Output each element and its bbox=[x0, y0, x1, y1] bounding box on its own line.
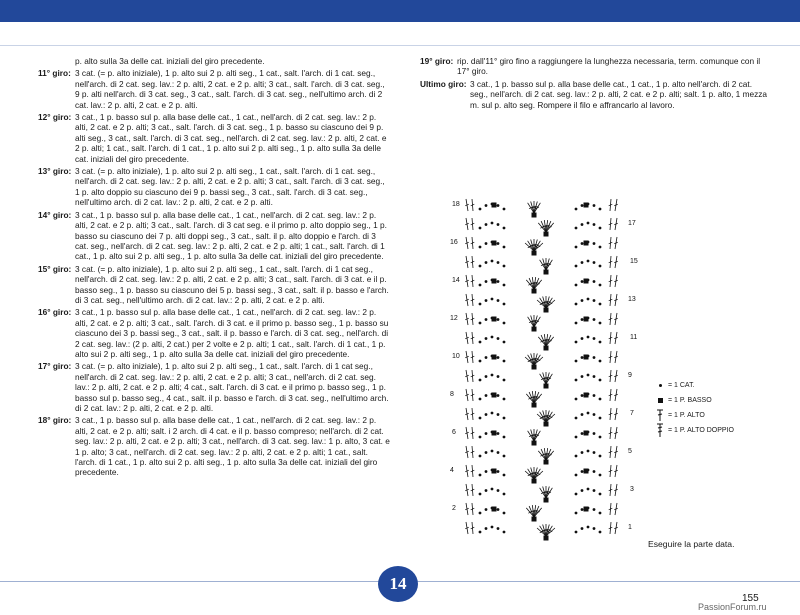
chain-stitch bbox=[581, 451, 584, 454]
chain-stitch bbox=[575, 531, 578, 534]
chain-stitch bbox=[491, 450, 494, 453]
single-stitch bbox=[584, 241, 589, 246]
chain-stitch bbox=[485, 489, 488, 492]
chain-stitch bbox=[485, 375, 488, 378]
chain-stitch bbox=[593, 451, 596, 454]
round-label: 11° giro: bbox=[38, 68, 71, 79]
chain-stitch bbox=[479, 398, 482, 401]
chain-stitch bbox=[497, 337, 500, 340]
chain-stitch bbox=[485, 204, 488, 207]
chain-stitch bbox=[503, 227, 506, 230]
chain-stitch bbox=[497, 432, 500, 435]
chain-stitch bbox=[485, 337, 488, 340]
chain-stitch bbox=[587, 298, 590, 301]
single-stitch bbox=[584, 507, 589, 512]
chain-stitch bbox=[497, 299, 500, 302]
chain-stitch bbox=[479, 227, 482, 230]
single-stitch bbox=[544, 460, 549, 465]
single-stitch bbox=[532, 479, 537, 484]
chain-stitch bbox=[485, 470, 488, 473]
chain-stitch bbox=[485, 508, 488, 511]
chain-stitch bbox=[593, 318, 596, 321]
legend bbox=[652, 378, 734, 438]
legend-treble bbox=[652, 408, 734, 423]
round-label: 19° giro: bbox=[420, 56, 454, 66]
row-number: 11 bbox=[630, 334, 638, 341]
chain-stitch bbox=[575, 436, 578, 439]
chain-stitch bbox=[581, 318, 584, 321]
chain-stitch bbox=[479, 455, 482, 458]
chain-stitch bbox=[497, 223, 500, 226]
chain-stitch bbox=[503, 436, 506, 439]
round-label: 18° giro: bbox=[38, 415, 72, 426]
chain-stitch bbox=[503, 341, 506, 344]
chain-stitch bbox=[599, 303, 602, 306]
chain-stitch bbox=[581, 299, 584, 302]
chain-stitch bbox=[503, 379, 506, 382]
chain-stitch bbox=[485, 261, 488, 264]
chain-stitch bbox=[581, 413, 584, 416]
chain-stitch bbox=[593, 204, 596, 207]
chain-stitch bbox=[485, 356, 488, 359]
chain-stitch bbox=[587, 222, 590, 225]
round-text: 3 cat. (= p. alto iniziale), 1 p. alto sui 2 p. alti seg., 1 cat., salt. l'arch. di 1 cat. seg., nell'arch. di 2 cat. seg. lav.: 2 p. alti, 2 cat. e 2 p. alti; 3 cat., salt. l'arch. di 3 cat. seg., 1 p. alto doppio su ciascuno dei 9 p. bassi seg., 3 cat., salt. l'arch. di 3 cat. seg., nell'ultimo arch. di 2 cat. lav.: 2 p. alti, 2 cat. e 2 p. alti. bbox=[75, 166, 385, 208]
chain-stitch bbox=[581, 261, 584, 264]
single-stitch bbox=[544, 384, 549, 389]
round-19 bbox=[420, 56, 770, 77]
single-stitch bbox=[584, 355, 589, 360]
single-stitch bbox=[584, 431, 589, 436]
chain-stitch bbox=[497, 356, 500, 359]
row-number: 4 bbox=[450, 467, 454, 474]
chain-stitch bbox=[587, 412, 590, 415]
chain-stitch bbox=[575, 227, 578, 230]
chain-stitch bbox=[575, 493, 578, 496]
row-number: 5 bbox=[628, 448, 632, 455]
header-bar bbox=[0, 0, 800, 22]
chain-stitch bbox=[491, 336, 494, 339]
chain-stitch bbox=[581, 489, 584, 492]
chain-stitch bbox=[503, 284, 506, 287]
chain-stitch bbox=[575, 322, 578, 325]
chain-stitch bbox=[599, 341, 602, 344]
page-badge: 14 bbox=[378, 566, 418, 602]
chain-stitch bbox=[497, 470, 500, 473]
chain-stitch bbox=[479, 341, 482, 344]
chain-stitch bbox=[575, 341, 578, 344]
chain-stitch bbox=[581, 204, 584, 207]
chain-stitch bbox=[497, 261, 500, 264]
instruction-note: Eseguire la parte data. bbox=[648, 539, 735, 549]
round-text: 3 cat., 1 p. basso sul p. alla base delle cat., 1 cat., nell'arch. di 2 cat. seg. lav.: 2 p. alti, 2 cat. e 2 p. alti; 3 cat., salt. l'arch. di 3 cat. e il primo p. basso seg., 1 p. basso su ciascuno dei 3 p. bassi seg., 3 cat., salt. il p. basso e l'arch. di 3 cat. seg., nell'arch. di 2 cat. seg. lav.: (2 p. alti, 2 cat.) per 2 volte e 2 p. alti; 1 cat., salt. l'arch. di 1 cat., 1 p. alto sui 2 p. alti seg., 1 p. alto sulla 3a delle cat. iniziali del giro precedente. bbox=[75, 307, 389, 359]
chain-stitch bbox=[581, 337, 584, 340]
round-label: 14° giro: bbox=[38, 209, 72, 220]
round-18 bbox=[38, 415, 390, 477]
chain-stitch bbox=[503, 512, 506, 515]
row-number: 3 bbox=[630, 486, 634, 493]
chain-stitch bbox=[575, 284, 578, 287]
single-stitch bbox=[532, 289, 537, 294]
single-stitch bbox=[584, 469, 589, 474]
chain-stitch bbox=[503, 303, 506, 306]
single-stitch bbox=[532, 441, 537, 446]
row-number: 17 bbox=[628, 220, 636, 227]
single-stitch bbox=[544, 270, 549, 275]
chain-stitch bbox=[485, 242, 488, 245]
single-stitch bbox=[532, 403, 537, 408]
chain-stitch bbox=[581, 223, 584, 226]
single-stitch bbox=[492, 507, 497, 512]
single-stitch bbox=[532, 251, 537, 256]
chain-stitch bbox=[503, 322, 506, 325]
chain-stitch bbox=[485, 413, 488, 416]
round-16 bbox=[38, 307, 390, 359]
chain-stitch bbox=[593, 356, 596, 359]
row-number: 16 bbox=[450, 239, 458, 246]
chain-stitch bbox=[503, 455, 506, 458]
chain-stitch bbox=[479, 531, 482, 534]
crochet-diagram bbox=[430, 185, 650, 555]
chain-stitch bbox=[485, 299, 488, 302]
legend-label: = 1 P. ALTO DOPPIO bbox=[668, 427, 734, 434]
page-number: 155 bbox=[742, 593, 759, 604]
legend-double-treble bbox=[652, 423, 734, 438]
chain-stitch bbox=[581, 356, 584, 359]
chain-stitch bbox=[593, 489, 596, 492]
chain-stitch bbox=[581, 527, 584, 530]
chain-stitch bbox=[497, 527, 500, 530]
chain-stitch bbox=[575, 417, 578, 420]
chain-stitch bbox=[491, 260, 494, 263]
single-stitch bbox=[492, 317, 497, 322]
chain-stitch bbox=[593, 527, 596, 530]
single-stitch bbox=[544, 498, 549, 503]
chain-stitch bbox=[485, 432, 488, 435]
chain-stitch bbox=[599, 455, 602, 458]
dot-icon bbox=[652, 384, 668, 387]
chain-stitch bbox=[491, 374, 494, 377]
chain-stitch bbox=[497, 394, 500, 397]
chain-stitch bbox=[587, 488, 590, 491]
row-number: 7 bbox=[630, 410, 634, 417]
round-label: 12° giro: bbox=[38, 112, 72, 123]
chain-stitch bbox=[587, 260, 590, 263]
chain-stitch bbox=[479, 265, 482, 268]
round-text: 3 cat. (= p. alto iniziale), 1 p. alto sui 2 p. alti seg., 1 cat., salt. l'arch. di 1 cat seg., nell'arch. di 2 cat. seg. lav.: 2 p. alti, 2 cat. e 2 p. alti; 3 cat., nell'arch. di 2 cat. seg. lav.: 2 p. alti, 2 cat. e 2 p. alti; 4 cat., salt. l'arch. di 3 cat. e il primo p. basso seg., 1 p. basso sul p. basso seg., 4 cat., salt. il p. basso e l'arch. di 3 cat. seg., nell'ultimo arch. di 2 cat. lav.: 2 p. alti, 2 cat. e 2 p. alti. bbox=[75, 361, 389, 413]
chain-stitch bbox=[503, 208, 506, 211]
chain-stitch bbox=[485, 318, 488, 321]
row-number: 8 bbox=[450, 391, 454, 398]
chain-stitch bbox=[599, 474, 602, 477]
chain-stitch bbox=[503, 493, 506, 496]
round-12 bbox=[38, 112, 390, 164]
chain-stitch bbox=[599, 493, 602, 496]
round-text: 3 cat., 1 p. basso sul p. alla base delle cat., 1 cat., 1 p. alto nell'arch. di 2 cat. seg., nell'arch. di 2 cat. seg. lav.: 2 p. alti, 2 cat. e 2 p. alti; salt. 1 p. alto, 1 mezza m. sul p. alto seg. Rompere il filo e affrancarlo al lavoro. bbox=[470, 78, 768, 110]
row-number: 15 bbox=[630, 258, 638, 265]
chain-stitch bbox=[485, 280, 488, 283]
chain-stitch bbox=[599, 379, 602, 382]
chain-stitch bbox=[575, 265, 578, 268]
chain-stitch bbox=[599, 436, 602, 439]
chain-stitch bbox=[503, 360, 506, 363]
chain-stitch bbox=[479, 284, 482, 287]
right-column bbox=[420, 56, 770, 112]
chain-stitch bbox=[479, 322, 482, 325]
chain-stitch bbox=[479, 246, 482, 249]
chain-stitch bbox=[593, 394, 596, 397]
round-label: Ultimo giro: bbox=[420, 78, 467, 89]
chain-stitch bbox=[485, 223, 488, 226]
chain-stitch bbox=[503, 398, 506, 401]
round-label: 17° giro: bbox=[38, 361, 72, 372]
chain-stitch bbox=[575, 379, 578, 382]
chain-stitch bbox=[593, 299, 596, 302]
chain-stitch bbox=[575, 303, 578, 306]
chain-stitch bbox=[575, 360, 578, 363]
legend-single bbox=[652, 393, 734, 408]
double-treble-stitch-icon bbox=[652, 423, 668, 438]
chain-stitch bbox=[593, 432, 596, 435]
chain-stitch bbox=[491, 298, 494, 301]
single-stitch bbox=[492, 469, 497, 474]
chain-stitch bbox=[575, 455, 578, 458]
chain-stitch bbox=[503, 531, 506, 534]
chain-stitch bbox=[599, 322, 602, 325]
single-stitch bbox=[532, 365, 537, 370]
round-text: rip. dall'11° giro fino a raggiungere la lunghezza necessaria, term. comunque con il 17° giro. bbox=[457, 56, 761, 77]
chain-stitch bbox=[479, 493, 482, 496]
legend-label: = 1 P. ALTO bbox=[668, 412, 705, 419]
chain-stitch bbox=[575, 398, 578, 401]
chain-stitch bbox=[485, 527, 488, 530]
row-number: 1 bbox=[628, 524, 632, 531]
chain-stitch bbox=[593, 470, 596, 473]
row-number: 9 bbox=[628, 372, 632, 379]
round-text: 3 cat. (= p. alto iniziale), 1 p. alto sui 2 p. alti seg., 1 cat., salt. l'arch. di 1 cat seg., nell'arch. di 2 cat. seg. lav.: 2 p. alti, 2 cat. e 2 p. alti; 3 cat., salt. l'arch. di 3 cat. e il p. basso seg., 1 p. basso su ciascuno dei 5 p. bassi seg., 3 cat., salt. il p. basso e l'arch. di 3 cat. seg., nell'ultimo arch. di 2 cat. lav.: 2 p. alti, 2 cat. e 2 p. alti. bbox=[75, 263, 389, 305]
single-stitch bbox=[492, 431, 497, 436]
chain-stitch bbox=[581, 375, 584, 378]
chain-stitch bbox=[581, 508, 584, 511]
chain-stitch bbox=[479, 379, 482, 382]
chain-stitch bbox=[575, 474, 578, 477]
round-label: 15° giro: bbox=[38, 263, 72, 274]
chain-stitch bbox=[593, 223, 596, 226]
chain-stitch bbox=[599, 246, 602, 249]
round-13 bbox=[38, 166, 390, 208]
round-label: 13° giro: bbox=[38, 166, 72, 177]
chain-stitch bbox=[503, 246, 506, 249]
chain-stitch bbox=[491, 488, 494, 491]
chain-stitch bbox=[581, 470, 584, 473]
chain-stitch bbox=[497, 242, 500, 245]
left-column bbox=[38, 56, 390, 480]
header-rule bbox=[0, 45, 800, 46]
chain-stitch bbox=[599, 512, 602, 515]
round-text: 3 cat. (= p. alto iniziale), 1 p. alto sui 2 p. alti seg., 1 cat., salt. l'arch. di 1 cat. seg., nell'arch. di 2 cat. seg. lav.: 2 p. alti, 2 cat. e 2 p. alti; 3 cat., salt. l'arch. di 3 cat. seg., 9 p. alti nell'arch. di 3 cat. seg., 3 cat., salt. l'arch. di 3 cat. seg., nell'ultimo arch. di 2 cat. lav.: 2 p. alti, 2 cat. e 2 p. alti. bbox=[75, 68, 385, 110]
single-stitch bbox=[532, 517, 537, 522]
round-last bbox=[420, 79, 770, 110]
row-number: 6 bbox=[452, 429, 456, 436]
single-stitch bbox=[584, 203, 589, 208]
chain-stitch bbox=[497, 280, 500, 283]
single-stitch bbox=[544, 346, 549, 351]
single-stitch bbox=[584, 279, 589, 284]
chain-stitch bbox=[575, 512, 578, 515]
row-number: 14 bbox=[452, 277, 460, 284]
chain-stitch bbox=[593, 413, 596, 416]
chain-stitch bbox=[593, 508, 596, 511]
chain-stitch bbox=[479, 303, 482, 306]
intro-text: p. alto sulla 3a delle cat. iniziali del giro precedente. bbox=[75, 56, 265, 66]
chain-stitch bbox=[599, 208, 602, 211]
row-number: 2 bbox=[452, 505, 456, 512]
chain-stitch bbox=[503, 417, 506, 420]
chain-stitch bbox=[593, 337, 596, 340]
chain-stitch bbox=[497, 451, 500, 454]
chain-stitch bbox=[479, 512, 482, 515]
chain-stitch bbox=[479, 474, 482, 477]
chain-stitch bbox=[587, 336, 590, 339]
intro-paragraph bbox=[38, 56, 390, 66]
round-text: 3 cat., 1 p. basso sul p. alla base delle cat., 1 cat., nell'arch. di 2 cat. seg. lav.: 2 p. alti, 2 cat. e 2 p. alti; 3 cat., salt. l'arch. di 3 cat. seg., 1 p. basso su ciascuno dei 9 p. alti seg., 3 cat., salt. l'arch. di 3 cat. seg., nell'arch. di 2 cat. seg. lav.: 2 p. alti, 2 cat. e 2 p. alti; 1 cat., salt. l'arch. di 1 cat., 1 p. alto sui 2 p. alti seg., 1 p. alto sulla 3a delle cat. iniziali del giro precedente. bbox=[75, 112, 387, 164]
chain-stitch bbox=[497, 318, 500, 321]
round-text: 3 cat., 1 p. basso sul p. alla base delle cat., 1 cat., nell'arch. di 2 cat. seg. lav.: 2 p. alti, 2 cat. e 2 p. alti; salt. i 2 arch. di 4 cat. e il p. basso compreso; nell'arch. di 2 cat. seg. lav.: 2 p. alti, 2 cat. e 2 p. alti; 3 cat., nell'arch. di 3 cat. seg. lav.: 1 p. alto, 3 cat. e 1 p. alto; 3 cat., nell'arch. di 2 cat. seg. lav.: 2 p. alti, 2 cat. e 2 p. alti; 1 cat., salt. l'arch. di 1 cat., 1 p. alto sui 2 p. alti seg., 1 p. alto sulla 3a delle cat. iniziali del giro precedente. bbox=[75, 415, 390, 478]
single-stitch bbox=[544, 308, 549, 313]
chain-stitch bbox=[581, 280, 584, 283]
single-stitch bbox=[492, 241, 497, 246]
chain-stitch bbox=[587, 526, 590, 529]
legend-label: = 1 CAT. bbox=[668, 382, 695, 389]
single-stitch bbox=[492, 393, 497, 398]
chain-stitch bbox=[599, 284, 602, 287]
round-11 bbox=[38, 68, 390, 110]
chain-stitch bbox=[599, 227, 602, 230]
chain-stitch bbox=[575, 246, 578, 249]
round-text: 3 cat., 1 p. basso sul p. alla base delle cat., 1 cat., nell'arch. di 2 cat. seg. lav.: 2 p. alti, 2 cat. e 2 p. alti; 3 cat., salt. l'arch. di 3 cat seg. e il primo p. alto doppio seg., 1 p. basso su ciascuno dei 7 p. alti doppi seg., 3 cat., salt. il p. alto doppio e l'arch. di 3 cat. seg., nell'arch. di 2 cat. seg. lav.: 2 p. alti, 2 cat. e 2 p. alti; 1 cat., salt. l'arch. di 1 cat., 1 p. alto sui 2 p. alti seg., 1 p. alto sulla 3a delle cat. iniziali del giro precedente. bbox=[75, 209, 387, 262]
single-stitch bbox=[532, 213, 537, 218]
single-stitch bbox=[532, 327, 537, 332]
treble-stitch-icon bbox=[652, 409, 668, 422]
chain-stitch bbox=[479, 360, 482, 363]
single-stitch bbox=[544, 422, 549, 427]
watermark: PassionForum.ru bbox=[698, 602, 767, 612]
chain-stitch bbox=[599, 265, 602, 268]
chain-stitch bbox=[587, 374, 590, 377]
round-15 bbox=[38, 264, 390, 306]
chain-stitch bbox=[479, 436, 482, 439]
chain-stitch bbox=[479, 208, 482, 211]
round-17 bbox=[38, 361, 390, 413]
chain-stitch bbox=[593, 261, 596, 264]
single-stitch bbox=[492, 279, 497, 284]
row-number: 18 bbox=[452, 201, 460, 208]
square-icon bbox=[652, 398, 668, 403]
chain-stitch bbox=[593, 280, 596, 283]
chain-stitch bbox=[587, 450, 590, 453]
chain-stitch bbox=[581, 394, 584, 397]
single-stitch bbox=[584, 317, 589, 322]
chain-stitch bbox=[497, 204, 500, 207]
chain-stitch bbox=[497, 413, 500, 416]
row-number: 13 bbox=[628, 296, 636, 303]
row-number: 12 bbox=[450, 315, 458, 322]
chain-stitch bbox=[593, 242, 596, 245]
chain-stitch bbox=[581, 242, 584, 245]
chain-stitch bbox=[491, 412, 494, 415]
chain-stitch bbox=[491, 222, 494, 225]
round-14 bbox=[38, 210, 390, 262]
single-stitch bbox=[492, 203, 497, 208]
chain-stitch bbox=[593, 375, 596, 378]
single-stitch bbox=[584, 393, 589, 398]
chain-stitch bbox=[491, 526, 494, 529]
chain-stitch bbox=[485, 451, 488, 454]
chain-stitch bbox=[599, 360, 602, 363]
chain-stitch bbox=[503, 265, 506, 268]
chain-stitch bbox=[599, 417, 602, 420]
chain-stitch bbox=[575, 208, 578, 211]
legend-label: = 1 P. BASSO bbox=[668, 397, 712, 404]
chain-stitch bbox=[497, 489, 500, 492]
single-stitch bbox=[492, 355, 497, 360]
chain-stitch bbox=[497, 508, 500, 511]
row-number: 10 bbox=[452, 353, 460, 360]
single-stitch bbox=[544, 536, 549, 541]
round-label: 16° giro: bbox=[38, 307, 72, 318]
chain-stitch bbox=[479, 417, 482, 420]
chain-stitch bbox=[497, 375, 500, 378]
chain-stitch bbox=[599, 531, 602, 534]
single-stitch bbox=[544, 232, 549, 237]
chain-stitch bbox=[581, 432, 584, 435]
chain-stitch bbox=[599, 398, 602, 401]
legend-chain bbox=[652, 378, 734, 393]
chain-stitch bbox=[503, 474, 506, 477]
chain-stitch bbox=[485, 394, 488, 397]
